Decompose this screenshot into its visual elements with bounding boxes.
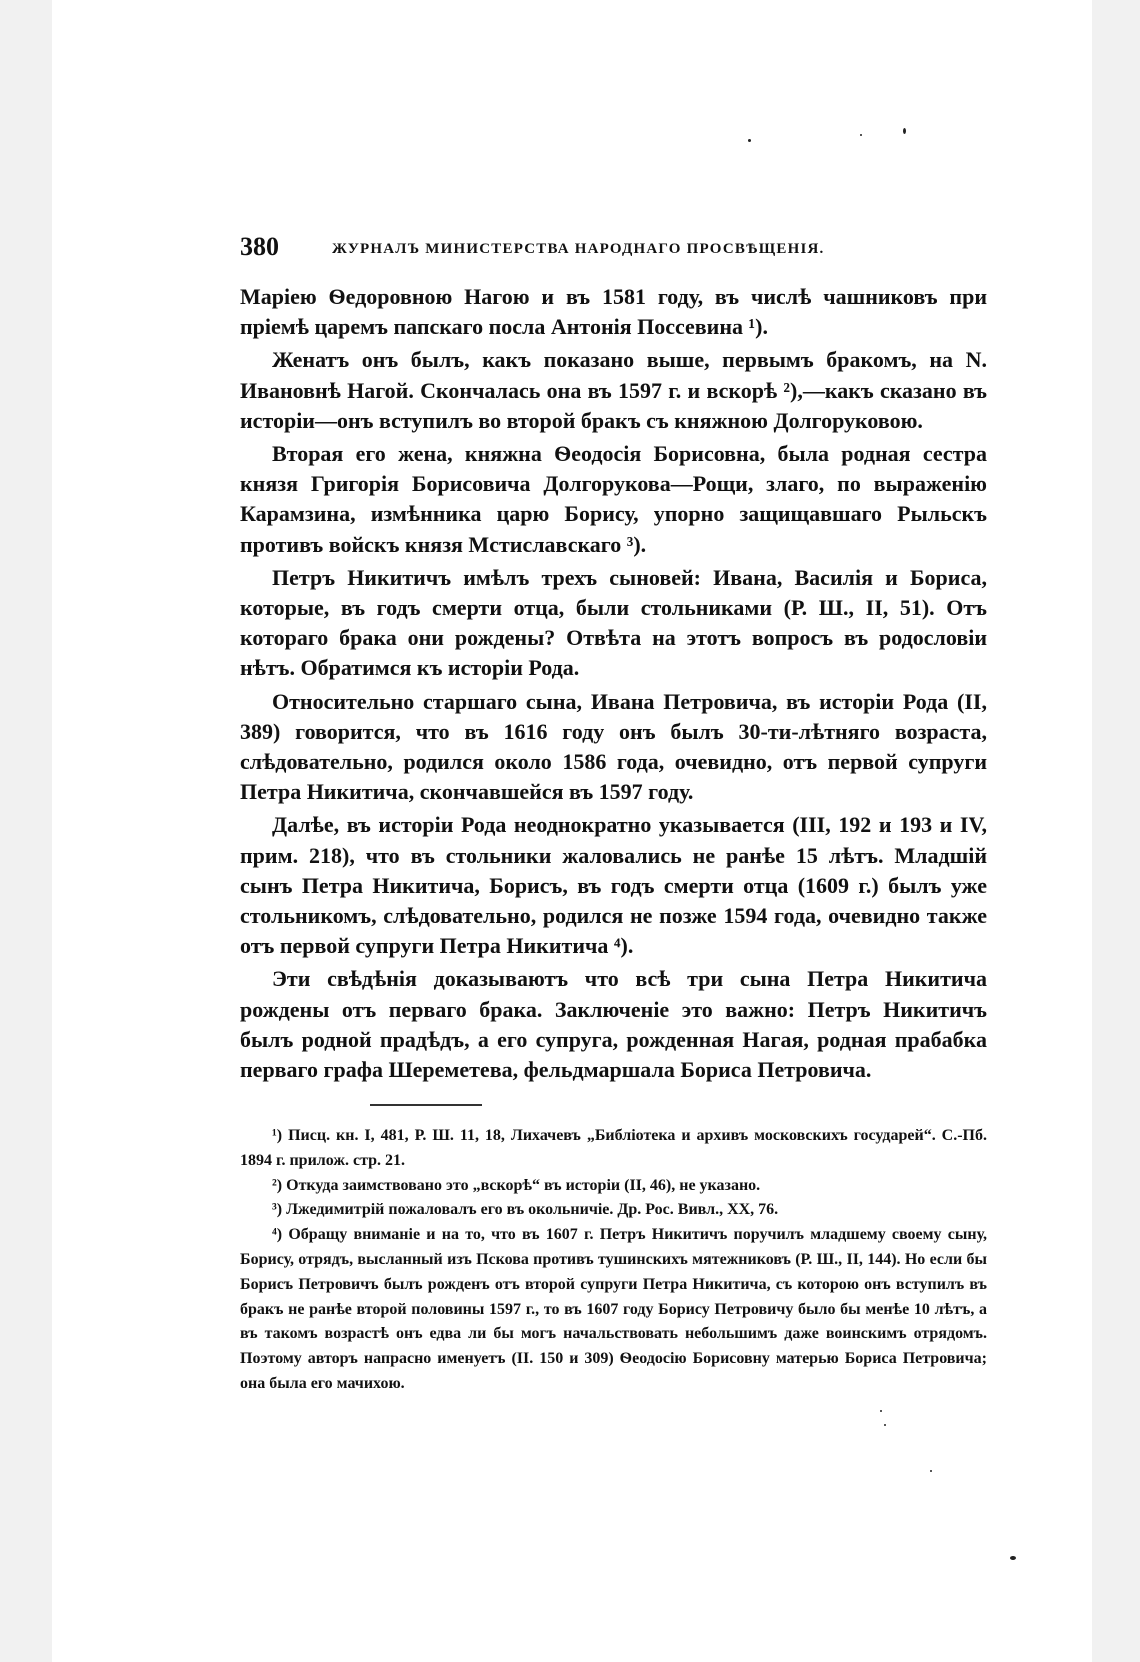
scan-speck xyxy=(860,134,862,136)
footnote-separator xyxy=(370,1104,482,1106)
footnote: ⁴) Обращу вниманіе и на то, что въ 1607 г. Петръ Никитичъ поручилъ младшему своему сыну, Борису, отрядъ, высланный изъ Пскова противъ тушинскихъ мятежниковъ (Р. Ш., II, 144). Но если бы Борисъ Петровичъ былъ рожденъ отъ второй супруги Петра Никитича, съ которою онъ вступилъ въ бракъ не ранѣе второй половины 1597 г., то въ 1607 году Борису Петровичу было бы менѣе 10 лѣтъ, а въ такомъ возрастѣ онъ едва ли бы могъ начальствовать небольшимъ даже воинскимъ отрядомъ. Поэтому авторъ напрасно именуетъ (II. 150 и 309) Ѳеодосію Борисовну матерью Бориса Петровича; она была его мачихою. xyxy=(240,1226,987,1392)
scan-speck xyxy=(748,139,751,142)
running-header xyxy=(240,232,1000,266)
page-number: 380 xyxy=(240,232,279,261)
paragraph: Петръ Никитичъ имѣлъ трехъ сыновей: Ивана, Василія и Бориса, которые, въ годъ смерти отца, были стольниками (Р. Ш., II, 51). Отъ котораго брака они рождены? Отвѣта на этотъ вопросъ въ родословіи нѣтъ. Обратимся къ исторіи Рода. xyxy=(240,564,987,681)
paragraph: Далѣе, въ исторіи Рода неоднократно указывается (III, 192 и 193 и IV, прим. 218), что въ стольники жаловались не ранѣе 15 лѣтъ. Младшій сынъ Петра Никитича, Борисъ, въ годъ смерти отца (1609 г.) былъ уже стольникомъ, слѣдовательно, родился не позже 1594 года, очевидно также отъ первой супруги Петра Никитича ⁴). xyxy=(240,812,987,959)
scan-speck xyxy=(880,1410,882,1412)
main-text xyxy=(240,282,987,1088)
paragraph: Относительно старшаго сына, Ивана Петровича, въ исторіи Рода (II, 389) говорится, что въ 1616 году онъ былъ 30-ти-лѣтняго возраста, слѣдовательно, родился около 1586 года, очевидно, отъ первой супруги Петра Никитича, скончавшейся въ 1597 году. xyxy=(240,688,987,805)
scan-speck xyxy=(1010,1556,1016,1560)
paragraph: Женатъ онъ былъ, какъ показано выше, первымъ бракомъ, на N. Ивановнѣ Нагой. Скончалась она въ 1597 г. и вскорѣ ²),—какъ сказано въ исторіи—онъ вступилъ во второй бракъ съ княжною Долгоруковою. xyxy=(240,347,987,433)
scan-speck xyxy=(884,1424,886,1426)
paragraph: Вторая его жена, княжна Ѳеодосія Борисовна, была родная сестра князя Григорія Борисовича Долгорукова—Рощи, злаго, по выраженію Карамзина, измѣнника царю Борису, упорно защищавшаго Рыльскъ противъ войскъ князя Мстиславскаго ³). xyxy=(240,441,987,557)
running-title: ЖУРНАЛЪ МИНИСТЕРСТВА НАРОДНАГО ПРОСВѢЩЕНІЯ. xyxy=(332,241,825,257)
footnote: ²) Откуда заимствовано это „вскорѣ“ въ исторіи (II, 46), не указано. xyxy=(272,1176,761,1194)
paragraph: Эти свѣдѣнія доказываютъ что всѣ три сына Петра Никитича рождены отъ перваго брака. Заключеніе это важно: Петръ Никитичъ былъ родной прадѣдъ, а его супруга, рожденная Нагая, родная прабабка перваго графа Шереметева, фельдмаршала Бориса Петровича. xyxy=(240,966,987,1083)
scan-speck xyxy=(903,128,906,134)
paragraph: Маріею Ѳедоровною Нагою и въ 1581 году, въ числѣ чашниковъ при пріемѣ царемъ папскаго посла Антонія Поссевина ¹). xyxy=(240,284,987,340)
footnote: ¹) Писц. кн. I, 481, Р. Ш. 11, 18, Лихачевъ „Библіотека и архивъ московскихъ государей“. С.-Пб. 1894 г. прилож. стр. 21. xyxy=(240,1127,987,1169)
footnote: ³) Лжедимитрій пожаловалъ его въ окольничіе. Др. Рос. Вивл., XX, 76. xyxy=(272,1201,779,1219)
scan-speck xyxy=(930,1470,932,1472)
footnotes xyxy=(240,1124,987,1397)
